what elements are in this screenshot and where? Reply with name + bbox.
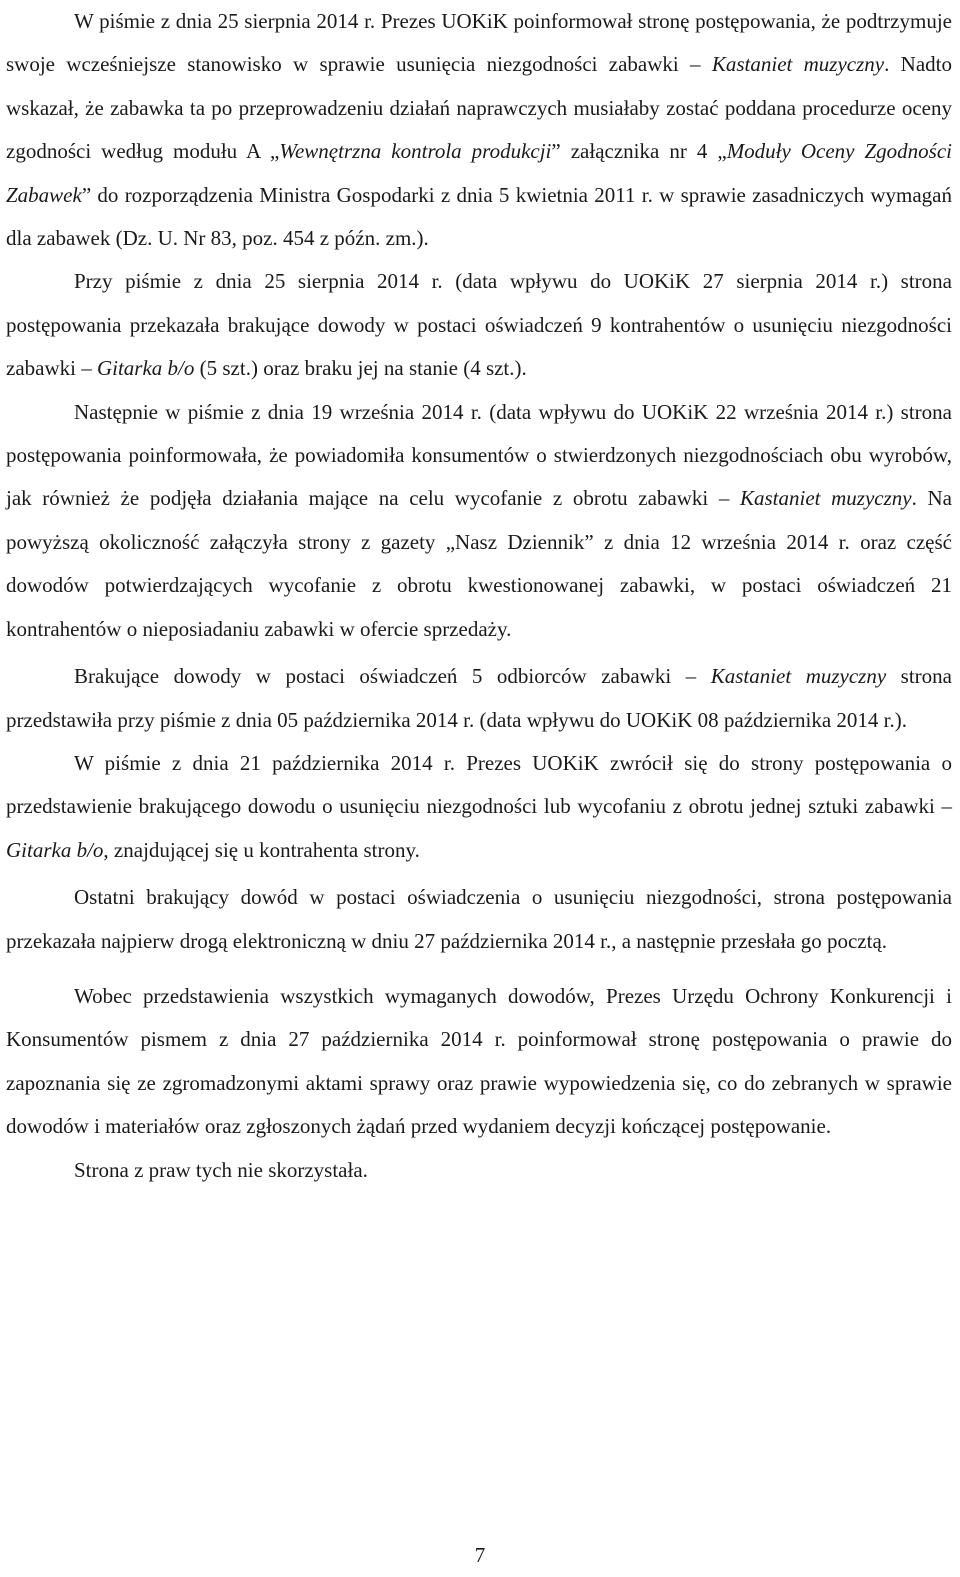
document-page xyxy=(6,0,952,1192)
product-name: Kastaniet muzyczny xyxy=(711,52,885,77)
paragraph-5: W piśmie z dnia 21 października 2014 r. Prezes UOKiK zwrócił się do strony postępowania o przedstawienie brakującego dowodu o usunięciu niezgodności lub wycofaniu z obrotu jednej sztuki zabawki – Gitarka b/o, znajdującej się u kontrahenta strony. xyxy=(6,750,952,862)
paragraph-8: Strona z praw tych nie skorzystała. xyxy=(74,1157,368,1182)
product-name: Kastaniet muzyczny xyxy=(740,486,912,511)
paragraph-4: Brakujące dowody w postaci oświadczeń 5 odbiorców zabawki – Kastaniet muzyczny strona przedstawiła przy piśmie z dnia 05 października 2014 r. (data wpływu do UOKiK 08 października 2014 r.). xyxy=(6,664,952,732)
product-name: Gitarka b/o xyxy=(6,837,104,862)
paragraph-6: Ostatni brakujący dowód w postaci oświadczenia o usunięciu niezgodności, strona postępowania przekazała najpierw drogą elektroniczną w dniu 27 października 2014 r., a następnie przesłała go pocztą. xyxy=(6,885,952,953)
product-name: Gitarka b/o xyxy=(96,356,195,381)
page-number: 7 xyxy=(474,1543,486,1567)
paragraph-3: Następnie w piśmie z dnia 19 września 2014 r. (data wpływu do UOKiK 22 września 2014 r.) strona postępowania poinformowała, że powiadomiła konsumentów o stwierdzonych niezgodnościach obu wyrobów, jak również że podjęła działania mające na celu wycofanie z obrotu zabawki – Kastaniet muzyczny. Na powyższą okoliczność załączyła strony z gazety „Nasz Dziennik” z dnia 12 września 2014 r. oraz część dowodów potwierdzających wycofanie z obrotu kwestionowanej zabawki, w postaci oświadczeń 21 kontrahentów o nieposiadaniu zabawki w ofercie sprzedaży. xyxy=(6,399,952,641)
paragraph-1: W piśmie z dnia 25 sierpnia 2014 r. Prezes UOKiK poinformował stronę postępowania, że podtrzymuje swoje wcześniejsze stanowisko w sprawie usunięcia niezgodności zabawki – Kastaniet muzyczny. Nadto wskazał, że zabawka ta po przeprowadzeniu działań naprawczych musiałaby zostać poddana procedurze oceny zgodności według modułu A „Wewnętrzna kontrola produkcji” załącznika nr 4 „Moduły Oceny Zgodności Zabawek” do rozporządzenia Ministra Gospodarki z dnia 5 kwietnia 2011 r. w sprawie zasadniczych wymagań dla zabawek (Dz. U. Nr 83, poz. 454 z późn. zm.). xyxy=(6,9,952,251)
annex-title: Moduły Oceny Zgodności Zabawek xyxy=(6,139,952,207)
paragraph-2: Przy piśmie z dnia 25 sierpnia 2014 r. (data wpływu do UOKiK 27 sierpnia 2014 r.) strona postępowania przekazała brakujące dowody w postaci oświadczeń 9 kontrahentów o usunięciu niezgodności zabawki – Gitarka b/o (5 szt.) oraz braku jej na stanie (4 szt.). xyxy=(6,269,952,381)
module-name: Wewnętrzna kontrola produkcji xyxy=(279,139,552,164)
product-name: Kastaniet muzyczny xyxy=(710,664,887,689)
paragraph-7: Wobec przedstawienia wszystkich wymaganych dowodów, Prezes Urzędu Ochrony Konkurencji i Konsumentów pismem z dnia 27 października 2014 r. poinformował stronę postępowania o prawie do zapoznania się ze zgromadzonymi aktami sprawy oraz prawie wypowiedzenia się, co do zebranych w sprawie dowodów i materiałów oraz zgłoszonych żądań przed wydaniem decyzji kończącej postępowanie. xyxy=(6,983,952,1139)
